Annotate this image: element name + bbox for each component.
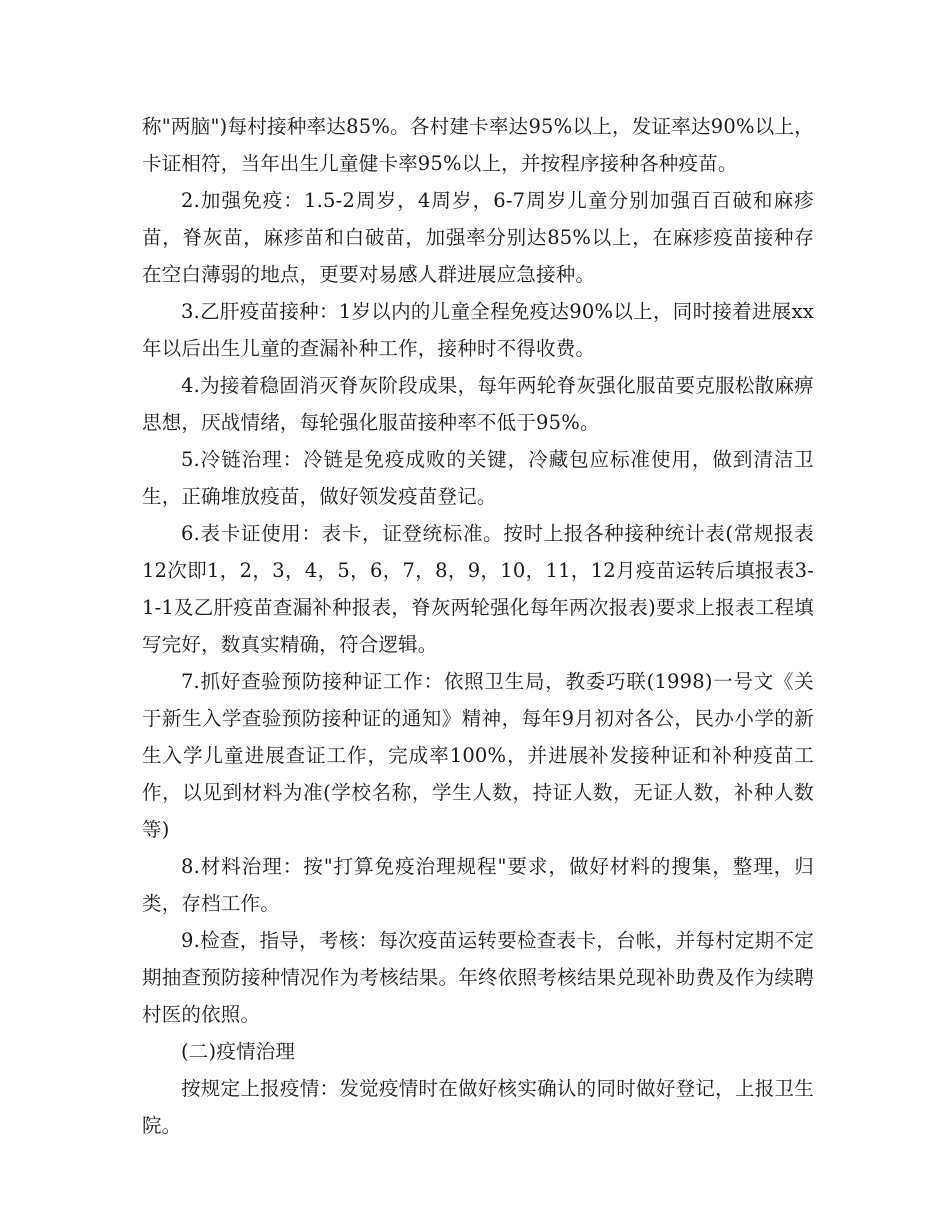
section-heading-epidemic-management: (二)疫情治理 [181,1040,296,1063]
paragraph-booster-immunization: 2.加强免疫：1.5-2周岁，4周岁，6-7周岁儿童分别加强百百破和麻疹苗，脊灰苗，麻疹苗和白破苗，加强率分别达85%以上，在麻疹疫苗接种存在空白薄弱的地点，更要对易感人群进展应急接种。 [142,189,814,286]
paragraph-inspection-assessment: 9.检查，指导，考核：每次疫苗运转要检查表卡，台帐，并每村定期不定期抽查预防接种情况作为考核结果。年终依照考核结果兑现补助费及作为续聘村医的依照。 [142,929,814,1026]
paragraph-polio-eradication: 4.为接着稳固消灭脊灰阶段成果，每年两轮脊灰强化服苗要克服松散麻痹思想，厌战情绪，每轮强化服苗接种率不低于95%。 [142,374,814,434]
paragraph-epidemic-reporting: 按规定上报疫情：发觉疫情时在做好核实确认的同时做好登记，上报卫生院。 [142,1077,814,1137]
paragraph-certificate-inspection: 7.抓好查验预防接种证工作：依照卫生局，教委巧联(1998)一号文《关于新生入学查验预防接种证的通知》精神，每年9月初对各公，民办小学的新生入学儿童进展查证工作，完成率100%，并进展补发接种证和补种疫苗工作，以见到材料为准(学校名称，学生人数，持证人数，无证人数，补种人数等) [142,670,814,841]
paragraph-hepatitis-b-vaccination: 3.乙肝疫苗接种：1岁以内的儿童全程免疫达90%以上，同时接着进展xx年以后出生儿童的查漏补种工作，接种时不得收费。 [142,300,814,360]
paragraph-cold-chain: 5.冷链治理：冷链是免疫成败的关键，冷藏包应标准使用，做到清洁卫生，正确堆放疫苗，做好领发疫苗登记。 [142,448,814,508]
paragraph-materials-management: 8.材料治理：按"打算免疫治理规程"要求，做好材料的搜集，整理，归类，存档工作。 [142,855,814,915]
paragraph-forms-and-cards: 6.表卡证使用：表卡，证登统标准。按时上报各种接种统计表(常规报表12次即1，2，3，4，5，6，7，8，9，10，11，12月疫苗运转后填报表3-1-1及乙肝疫苗查漏补种报表，脊灰两轮强化每年两次报表)要求上报表工程填写完好，数真实精确，符合逻辑。 [142,522,814,656]
document-page [142,108,814,1144]
paragraph-coverage-rates: 称"两脑")每村接种率达85%。各村建卡率达95%以上，发证率达90%以上，卡证相符，当年出生儿童健卡率95%以上，并按程序接种各种疫苗。 [142,115,814,175]
